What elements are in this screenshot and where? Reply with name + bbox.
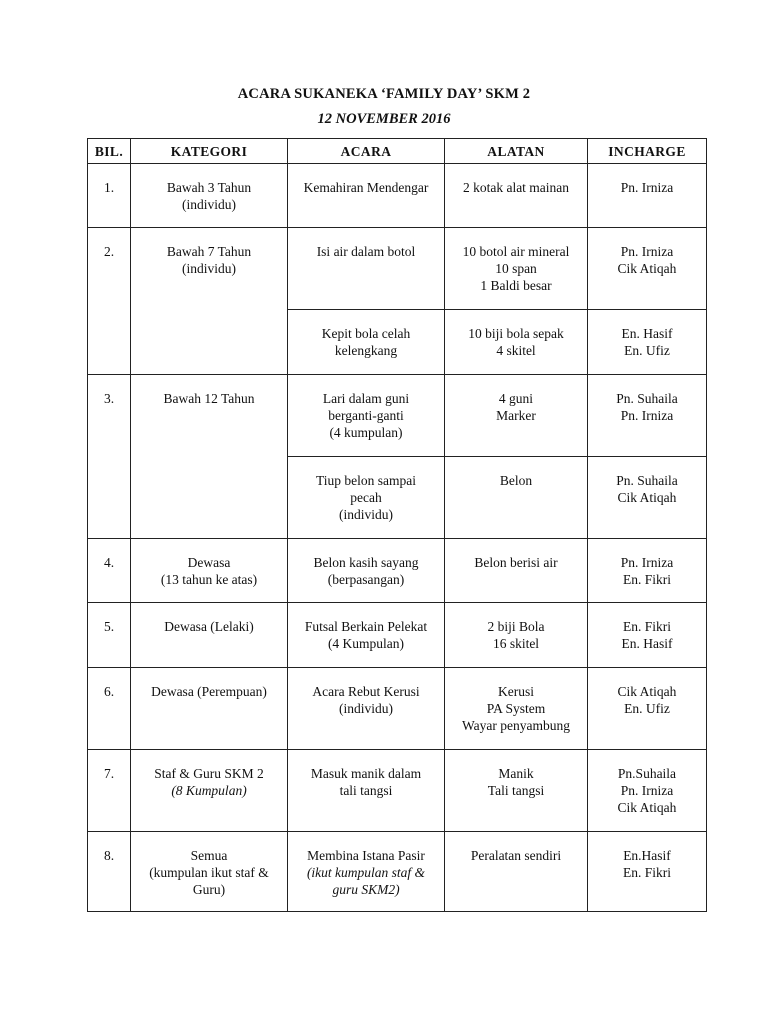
incharge-line: Pn. Suhaila [616,391,678,406]
header-bil: BIL. [88,139,131,164]
alatan-cell [445,457,588,539]
alatan-cell [445,750,588,832]
table-row [88,668,707,750]
incharge-line: En. Hasif [621,326,673,341]
table-row [88,164,707,228]
kategori-line: (individu) [182,261,236,276]
alatan-line: Kerusi [498,684,534,699]
incharge-cell [588,603,707,668]
header-row [88,139,707,164]
table-row [88,750,707,832]
incharge-line: En. Fikri [622,619,671,634]
alatan-line: Marker [496,408,536,423]
kategori-line: Dewasa (Lelaki) [164,619,254,634]
acara-line: tali tangsi [339,783,393,798]
kategori-cell [131,539,288,603]
acara-line: Masuk manik dalam [310,766,422,781]
acara-cell [288,228,445,310]
table-row [88,603,707,668]
incharge-line: En.Hasif [623,848,671,863]
kategori-cell [131,164,288,228]
alatan-line: Peralatan sendiri [470,848,562,863]
bil-cell: 2. [88,228,131,375]
incharge-cell [588,539,707,603]
incharge-cell [588,164,707,228]
incharge-line: Pn. Irniza [620,180,674,195]
acara-line: Belon kasih sayang [313,555,419,570]
alatan-cell [445,668,588,750]
table-row [88,228,707,310]
kategori-line: Staf & Guru SKM 2 [154,766,264,781]
alatan-line: 10 span [495,261,537,276]
kategori-line: Bawah 3 Tahun [166,180,252,195]
bil-cell: 3. [88,375,131,539]
incharge-cell [588,228,707,310]
kategori-cell [131,375,288,539]
incharge-line: Pn.Suhaila [617,766,677,781]
bil-cell: 7. [88,750,131,832]
kategori-line: (individu) [182,197,236,212]
alatan-cell [445,832,588,912]
alatan-line: 2 biji Bola [487,619,545,634]
incharge-line: Pn. Irniza [620,555,674,570]
acara-line: guru SKM2) [332,882,400,897]
header-incharge: INCHARGE [588,139,707,164]
incharge-line: En. Ufiz [624,701,670,716]
incharge-line: En. Hasif [621,636,673,651]
incharge-line: Pn. Irniza [620,244,674,259]
table-row [88,375,707,457]
bil-cell: 4. [88,539,131,603]
acara-line: kelengkang [334,343,398,358]
header-alatan: ALATAN [445,139,588,164]
incharge-line: Pn. Irniza [620,783,674,798]
alatan-line: 4 skitel [496,343,536,358]
document-date: 12 NOVEMBER 2016 [317,111,451,127]
alatan-cell [445,375,588,457]
acara-line: Kemahiran Mendengar [303,180,429,195]
acara-line: berganti-ganti [328,408,404,423]
acara-line: (4 Kumpulan) [327,636,405,651]
header-kategori: KATEGORI [131,139,288,164]
incharge-line: Pn. Suhaila [616,473,678,488]
incharge-line: Cik Atiqah [617,490,677,505]
incharge-line: Cik Atiqah [617,684,677,699]
acara-line: (ikut kumpulan staf & [306,865,426,880]
alatan-cell [445,539,588,603]
acara-cell [288,457,445,539]
alatan-line: Wayar penyambung [462,718,570,733]
kategori-line: Guru) [192,882,226,897]
kategori-line: Bawah 12 Tahun [163,391,255,406]
kategori-cell [131,832,288,912]
acara-cell [288,310,445,375]
incharge-line: Pn. Irniza [620,408,674,423]
alatan-cell [445,603,588,668]
acara-line: Lari dalam guni [322,391,410,406]
acara-cell [288,750,445,832]
table-row [88,832,707,912]
acara-line: (individu) [339,701,393,716]
kategori-cell [131,668,288,750]
alatan-line: 4 guni [498,391,534,406]
incharge-cell [588,310,707,375]
kategori-line: Semua [190,848,228,863]
alatan-line: Tali tangsi [487,783,545,798]
acara-cell [288,668,445,750]
acara-line: pecah [350,490,382,505]
acara-line: (berpasangan) [327,572,405,587]
acara-line: Acara Rebut Kerusi [312,684,420,699]
incharge-cell [588,375,707,457]
acara-line: (individu) [339,507,393,522]
bil-cell: 5. [88,603,131,668]
incharge-line: Cik Atiqah [617,800,677,815]
alatan-line: 1 Baldi besar [480,278,552,293]
incharge-line: En. Ufiz [624,343,670,358]
alatan-line: PA System [486,701,546,716]
bil-cell: 8. [88,832,131,912]
alatan-cell [445,164,588,228]
alatan-line: 2 kotak alat mainan [462,180,570,195]
document-title: ACARA SUKANEKA ‘FAMILY DAY’ SKM 2 [237,86,531,102]
kategori-cell [131,603,288,668]
incharge-cell [588,457,707,539]
kategori-cell [131,750,288,832]
alatan-cell [445,228,588,310]
acara-cell [288,603,445,668]
table-row [88,539,707,603]
acara-line: Kepit bola celah [321,326,411,341]
acara-line: (4 kumpulan) [329,425,403,440]
acara-line: Tiup belon sampai [315,473,416,488]
kategori-line: Dewasa (Perempuan) [151,684,267,699]
acara-line: Isi air dalam botol [316,244,416,259]
kategori-cell [131,228,288,375]
acara-cell [288,375,445,457]
incharge-line: Cik Atiqah [617,261,677,276]
acara-line: Membina Istana Pasir [307,848,425,863]
kategori-line: (kumpulan ikut staf & [149,865,269,880]
bil-cell: 1. [88,164,131,228]
bil-cell: 6. [88,668,131,750]
incharge-cell [588,750,707,832]
kategori-line: (13 tahun ke atas) [160,572,258,587]
alatan-line: Manik [498,766,534,781]
incharge-cell [588,668,707,750]
header-acara: ACARA [288,139,445,164]
alatan-line: 16 skitel [492,636,540,651]
kategori-line: Dewasa [187,555,231,570]
alatan-line: 10 biji bola sepak [468,326,564,341]
schedule-body [88,164,707,912]
alatan-cell [445,310,588,375]
kategori-line: Bawah 7 Tahun [166,244,252,259]
acara-cell [288,164,445,228]
schedule-table [87,138,707,912]
acara-cell [288,832,445,912]
incharge-cell [588,832,707,912]
acara-cell [288,539,445,603]
kategori-line: (8 Kumpulan) [171,783,247,798]
acara-line: Futsal Berkain Pelekat [304,619,428,634]
alatan-line: 10 botol air mineral [462,244,570,259]
alatan-line: Belon [499,473,533,488]
alatan-line: Belon berisi air [474,555,558,570]
incharge-line: En. Fikri [622,572,671,587]
incharge-line: En. Fikri [622,865,671,880]
